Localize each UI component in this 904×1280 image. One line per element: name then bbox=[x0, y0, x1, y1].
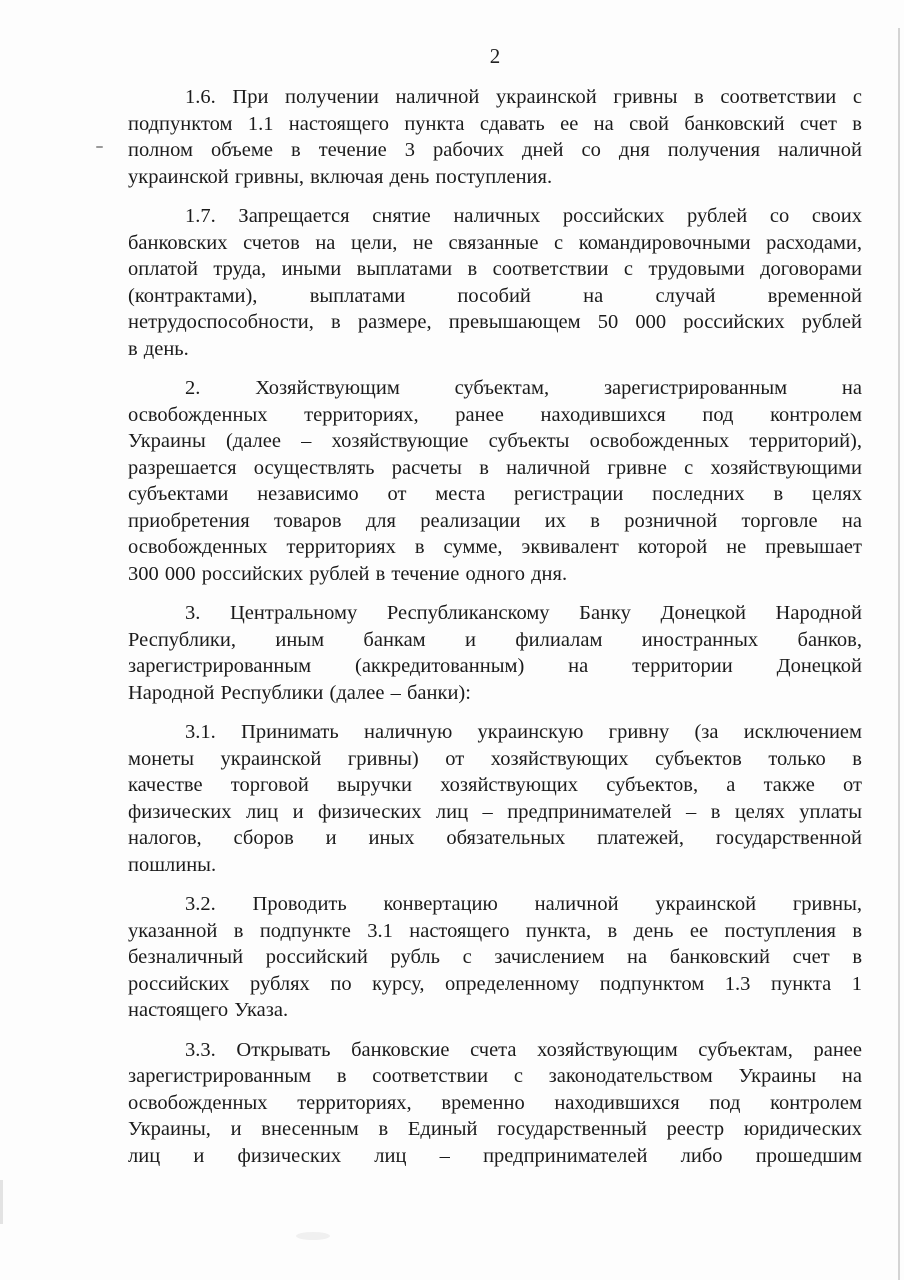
text-line: лиц и физических лиц – предпринимателей либо прошедшим bbox=[128, 1144, 862, 1167]
text-line: 2. Хозяйствующим субъектам, зарегистрированным на bbox=[185, 377, 862, 399]
text-line: 1.6. При получении наличной украинской гривны в соответствии с bbox=[185, 86, 862, 108]
text-line: российских рублях по курсу, определенному подпунктом 1.3 пункта 1 bbox=[128, 972, 862, 995]
text-line: полном объеме в течение 3 рабочих дней со дня получения наличной bbox=[128, 139, 862, 161]
text-line: (контрактами), выплатами пособий на случай временной bbox=[128, 284, 862, 307]
scan-speck bbox=[0, 1180, 3, 1224]
paragraph-1.6 bbox=[128, 84, 862, 190]
text-line: 1.7. Запрещается снятие наличных российских рублей со своих bbox=[185, 205, 862, 227]
text-line: украинской гривны, включая день поступления. bbox=[128, 165, 553, 188]
text-line: 3.2. Проводить конвертацию наличной украинской гривны, bbox=[185, 893, 862, 915]
text-line: 3.1. Принимать наличную украинскую гривну (за исключением bbox=[185, 721, 862, 743]
text-line: освобожденных территориях, временно находившихся под контролем bbox=[128, 1091, 862, 1114]
text-line: Республики, иным банкам и филиалам иностранных банков, bbox=[128, 628, 862, 651]
text-line: безналичный российский рубль с зачислением на банковский счет в bbox=[128, 946, 862, 968]
text-line: нетрудоспособности, в размере, превышающем 50 000 российских рублей bbox=[128, 311, 862, 333]
text-line: физических лиц и физических лиц – предпринимателей – в целях уплаты bbox=[128, 800, 862, 823]
text-line: освобожденных территориях в сумме, эквивалент которой не превышает bbox=[128, 536, 862, 558]
scan-smudge bbox=[296, 1232, 330, 1240]
text-line: субъектами независимо от места регистрации последних в целях bbox=[128, 483, 862, 505]
text-line: 3.3. Открывать банковские счета хозяйствующим субъектам, ранее bbox=[185, 1038, 862, 1061]
text-line: качестве торговой выручки хозяйствующих субъектов, а также от bbox=[128, 774, 862, 796]
paragraph-2 bbox=[128, 375, 862, 587]
text-line: Народной Республики (далее – банки): bbox=[128, 681, 471, 704]
paragraph-3 bbox=[128, 600, 862, 706]
text-line: приобретения товаров для реализации их в розничной торговле на bbox=[128, 509, 862, 532]
page-number: 2 bbox=[489, 44, 501, 68]
text-line: налогов, сборов и иных обязательных платежей, государственной bbox=[128, 827, 862, 849]
text-line: оплатой труда, иными выплатами в соответствии с трудовыми договорами bbox=[128, 258, 862, 280]
text-line: разрешается осуществлять расчеты в наличной гривне с хозяйствующими bbox=[128, 456, 862, 479]
text-line: Украины, и внесенным в Единый государственный реестр юридических bbox=[128, 1118, 862, 1140]
text-line: подпунктом 1.1 настоящего пункта сдавать ее на свой банковский счет в bbox=[128, 112, 862, 135]
document-body bbox=[128, 84, 862, 1169]
text-line: освобожденных территориях, ранее находившихся под контролем bbox=[128, 403, 862, 426]
paragraph-1.7 bbox=[128, 203, 862, 362]
text-line: Украины (далее – хозяйствующие субъекты освобожденных территорий), bbox=[128, 430, 862, 452]
text-line: 300 000 российских рублей в течение одного дня. bbox=[128, 562, 568, 585]
text-line: 3. Центральному Республиканскому Банку Донецкой Народной bbox=[185, 602, 862, 624]
scan-speck bbox=[96, 146, 103, 148]
paragraph-3.2 bbox=[128, 891, 862, 1024]
text-line: пошлины. bbox=[128, 853, 217, 876]
text-line: зарегистрированным в соответствии с законодательством Украины на bbox=[128, 1065, 862, 1087]
text-line: банковских счетов на цели, не связанные с командировочными расходами, bbox=[128, 231, 862, 254]
scan-edge-artifact bbox=[898, 28, 900, 1280]
paragraph-3.3 bbox=[128, 1037, 862, 1170]
text-line: указанной в подпункте 3.1 настоящего пункта, в день ее поступления в bbox=[128, 919, 862, 942]
text-line: настоящего Указа. bbox=[128, 999, 289, 1021]
text-line: зарегистрированным (аккредитованным) на территории Донецкой bbox=[128, 655, 862, 677]
text-line: монеты украинской гривны) от хозяйствующих субъектов только в bbox=[128, 747, 862, 770]
paragraph-3.1 bbox=[128, 719, 862, 878]
text-line: в день. bbox=[128, 337, 189, 360]
